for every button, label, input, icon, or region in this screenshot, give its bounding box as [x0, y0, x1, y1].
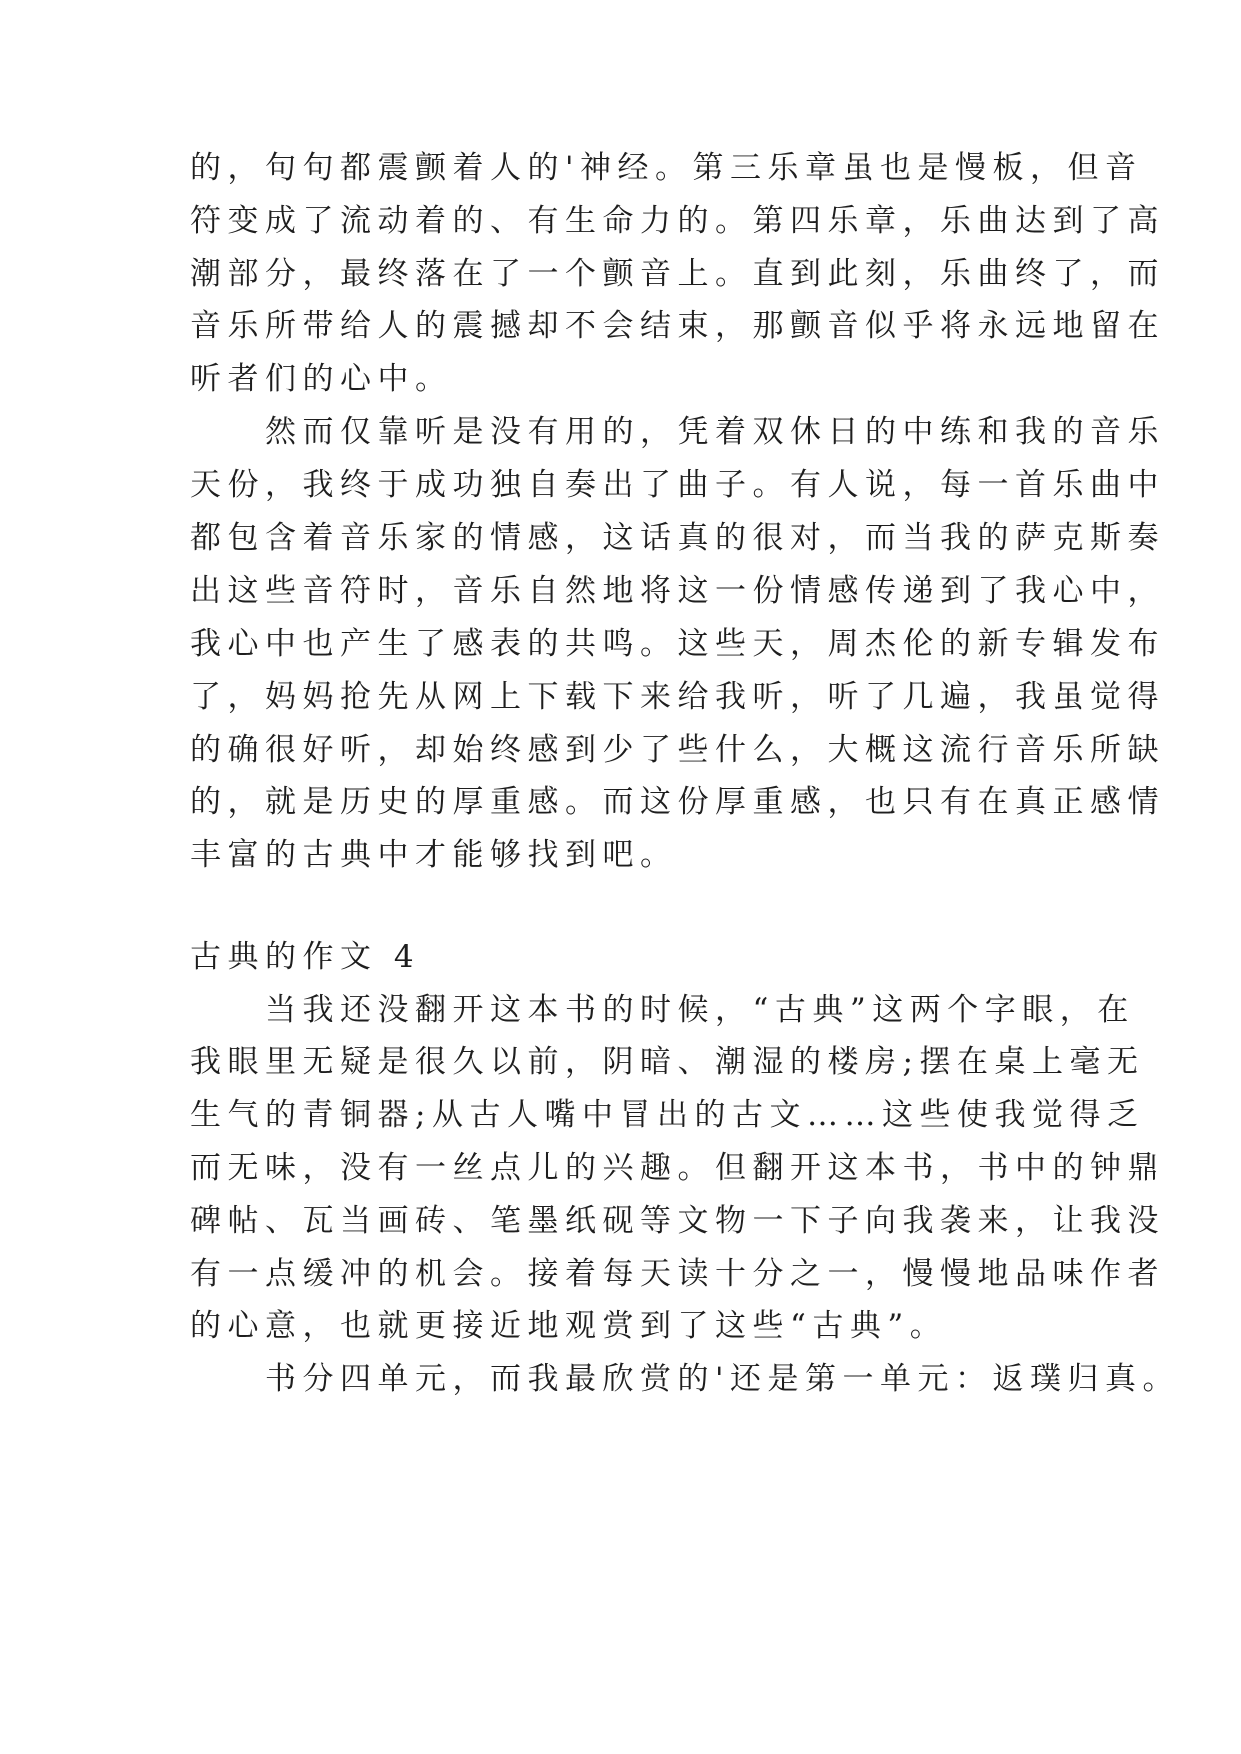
text-line: 有一点缓冲的机会。接着每天读十分之一，慢慢地品味作者	[190, 1256, 1165, 1292]
text-line: 潮部分，最终落在了一个颤音上。直到此刻，乐曲终了，而	[190, 256, 1165, 292]
text-line: 的心意，也就更接近地观赏到了这些“古典”。	[190, 1308, 948, 1344]
text-line: 都包含着音乐家的情感，这话真的很对，而当我的萨克斯奏	[190, 520, 1165, 556]
section-heading: 古典的作文 4	[190, 939, 421, 975]
text-line: 天份，我终于成功独自奏出了曲子。有人说，每一首乐曲中	[190, 467, 1165, 503]
text-line: 了，妈妈抢先从网上下载下来给我听，听了几遍，我虽觉得	[190, 679, 1165, 715]
text-line: 我心中也产生了感表的共鸣。这些天，周杰伦的新专辑发布	[190, 626, 1165, 662]
text-line: 当我还没翻开这本书的时候，“古典”这两个字眼，在	[190, 992, 1135, 1028]
text-line: 的，就是历史的厚重感。而这份厚重感，也只有在真正感情	[190, 784, 1165, 820]
text-line: 音乐所带给人的震撼却不会结束，那颤音似乎将永远地留在	[190, 308, 1165, 344]
text-line: 我眼里无疑是很久以前，阴暗、潮湿的楼房;摆在桌上毫无	[190, 1044, 1145, 1080]
text-line: 丰富的古典中才能够找到吧。	[190, 837, 678, 873]
text-line: 出这些音符时，音乐自然地将这一份情感传递到了我心中，	[190, 573, 1165, 609]
text-line: 符变成了流动着的、有生命力的。第四乐章，乐曲达到了高	[190, 203, 1165, 239]
text-line: 然而仅靠听是没有用的，凭着双休日的中练和我的音乐	[190, 414, 1165, 450]
text-line: 而无味，没有一丝点儿的兴趣。但翻开这本书，书中的钟鼎	[190, 1150, 1165, 1186]
text-line: 书分四单元，而我最欣赏的'还是第一单元：返璞归真。	[190, 1361, 1181, 1397]
text-line: 生气的青铜器;从古人嘴中冒出的古文……这些使我觉得乏	[190, 1097, 1145, 1133]
text-line: 碑帖、瓦当画砖、笔墨纸砚等文物一下子向我袭来，让我没	[190, 1203, 1165, 1239]
text-line: 听者们的心中。	[190, 361, 453, 397]
text-line: 的，句句都震颤着人的'神经。第三乐章虽也是慢板，但音	[190, 150, 1143, 186]
text-line: 的确很好听，却始终感到少了些什么，大概这流行音乐所缺	[190, 732, 1165, 768]
